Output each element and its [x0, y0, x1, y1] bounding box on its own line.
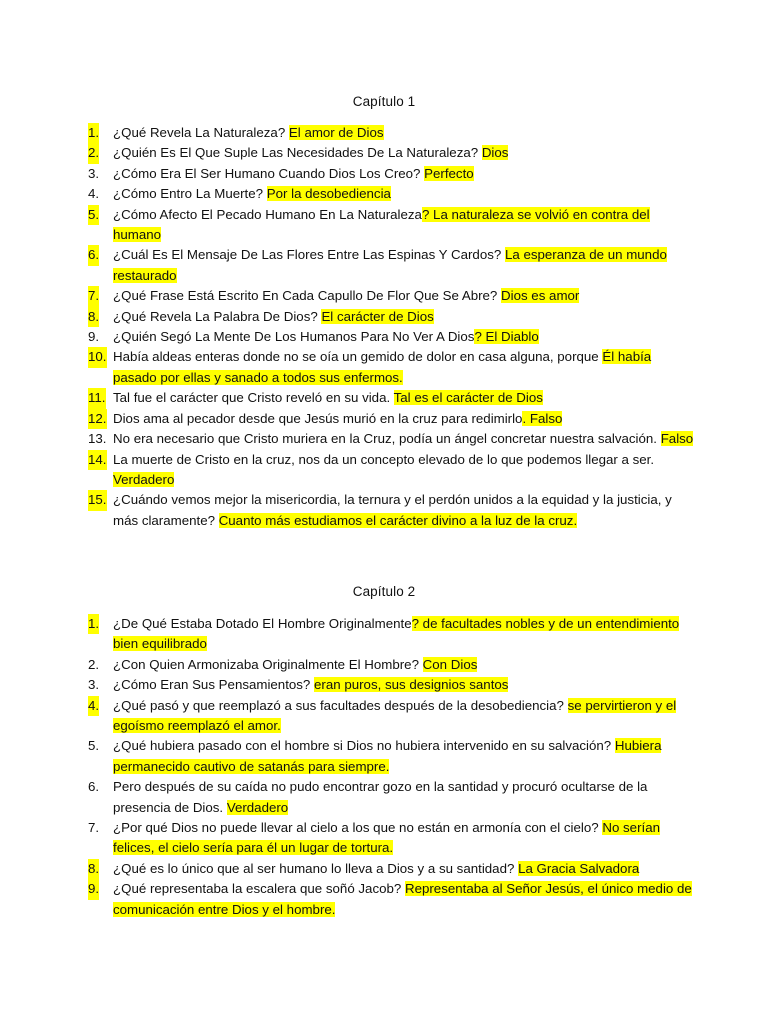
- item-number: 6.: [88, 779, 100, 795]
- answer-text: se pervirtieron y el egoísmo reemplazó el amor.: [113, 697, 677, 734]
- chapter-1-title: Capítulo 1: [352, 94, 416, 109]
- list-item: [86, 327, 698, 347]
- question-text: ¿Qué es lo único que al ser humano lo lleva a Dios y a su santidad?: [113, 860, 519, 876]
- list-item: [86, 184, 698, 204]
- item-number: 4.: [88, 696, 99, 716]
- chapter-1-question-list: [86, 123, 698, 531]
- item-number: 8.: [88, 859, 99, 879]
- question-text: Dios ama al pecador desde que Jesús murió en la cruz para redimirlo: [113, 410, 523, 426]
- item-number: 8.: [88, 307, 99, 327]
- answer-text: Tal es el carácter de Dios: [393, 390, 543, 406]
- question-text: ¿De Qué Estaba Dotado El Hombre Originalmente: [113, 616, 412, 631]
- item-number: 9.: [88, 879, 99, 899]
- item-number: 5.: [88, 205, 99, 225]
- answer-text: . Falso: [522, 410, 563, 426]
- question-text: Había aldeas enteras donde no se oía un gemido de dolor en casa alguna, porque: [113, 349, 603, 365]
- list-item: [86, 859, 698, 879]
- answer-text: Representaba al Señor Jesús, el único medio de comunicación entre Dios y el hombre.: [113, 881, 692, 917]
- item-number: 10.: [88, 347, 107, 367]
- answer-text: Perfecto: [424, 165, 474, 181]
- question-text: ¿Quién Es El Que Suple Las Necesidades De La Naturaleza?: [113, 145, 482, 161]
- chapter-2-title: Capítulo 2: [352, 584, 416, 599]
- answer-text: Dios es amor: [501, 288, 580, 304]
- question-text: ¿Con Quien Armonizaba Originalmente El Hombre?: [113, 656, 423, 672]
- list-item: [86, 205, 698, 246]
- item-number: 14.: [88, 450, 107, 470]
- answer-text: La Gracia Salvadora: [518, 860, 640, 876]
- question-text: ¿Qué representaba la escalera que soñó Jacob?: [113, 881, 405, 897]
- item-number: 11.: [88, 388, 106, 408]
- question-text: ¿Quién Segó La Mente De Los Humanos Para No Ver A Dios: [113, 329, 475, 345]
- question-text: ¿Cuándo vemos mejor la misericordia, la ternura y el perdón unidos a la equidad y la justicia, y más claramente?: [113, 492, 672, 528]
- question-text: ¿Por qué Dios no puede llevar al cielo a los que no están en armonía con el cielo?: [113, 820, 603, 836]
- list-item: [86, 736, 698, 777]
- answer-text: Verdadero: [226, 799, 289, 815]
- list-item: [86, 879, 698, 920]
- list-item: [86, 164, 698, 184]
- question-text: Tal fue el carácter que Cristo reveló en su vida.: [113, 390, 394, 406]
- answer-text: ? El Diablo: [474, 329, 539, 345]
- list-item: [86, 450, 698, 491]
- answer-text: Dios: [481, 145, 509, 161]
- question-text: No era necesario que Cristo muriera en la Cruz, podía un ángel concretar nuestra salvación.: [113, 431, 661, 447]
- item-number: 15.: [88, 490, 107, 510]
- question-text: ¿Qué hubiera pasado con el hombre si Dios no hubiera intervenido en su salvación?: [113, 738, 615, 754]
- list-item: [86, 429, 698, 449]
- question-text: ¿Qué Revela La Naturaleza?: [113, 125, 289, 140]
- answer-text: ? de facultades nobles y de un entendimiento bien equilibrado: [113, 616, 680, 652]
- answer-text: Con Dios: [422, 656, 478, 672]
- list-item: [86, 347, 698, 388]
- answer-text: Falso: [660, 431, 694, 447]
- question-text: ¿Cómo Entro La Muerte?: [113, 186, 267, 202]
- answer-text: eran puros, sus designios santos: [314, 677, 509, 693]
- list-item: [86, 143, 698, 163]
- answer-text: La esperanza de un mundo restaurado: [113, 247, 667, 283]
- list-item: [86, 388, 698, 408]
- item-number: 5.: [88, 738, 100, 754]
- answer-text: Verdadero: [113, 471, 175, 487]
- item-number: 3.: [88, 677, 100, 693]
- item-number: 9.: [88, 329, 100, 345]
- chapter-2-question-list: [86, 614, 698, 920]
- item-number: 3.: [88, 165, 100, 181]
- answer-text: Cuanto más estudiamos el carácter divino a la luz de la cruz.: [218, 512, 578, 528]
- item-number: 1.: [88, 123, 99, 143]
- answer-text: El amor de Dios: [288, 125, 384, 140]
- answer-text: Hubiera permanecido cautivo de satanás para siempre.: [113, 738, 662, 774]
- question-text: ¿Cómo Eran Sus Pensamientos?: [113, 677, 315, 693]
- item-number: 13.: [88, 431, 107, 447]
- question-text: ¿Cómo Era El Ser Humano Cuando Dios Los Creo?: [113, 165, 425, 181]
- answer-text: No serían felices, el cielo sería para él un lugar de tortura.: [113, 820, 660, 856]
- question-text: La muerte de Cristo en la cruz, nos da un concepto elevado de lo que podemos llegar a ser.: [113, 451, 655, 467]
- list-item: [86, 307, 698, 327]
- list-item: [86, 409, 698, 429]
- item-number: 1.: [88, 614, 99, 634]
- question-text: Pero después de su caída no pudo encontrar gozo en la santidad y procuró ocultarse de la presencia de Dios.: [113, 779, 648, 815]
- answer-text: Él había pasado por ellas y sanado a todos sus enfermos.: [113, 349, 652, 385]
- question-text: ¿Cuál Es El Mensaje De Las Flores Entre Las Espinas Y Cardos?: [113, 247, 505, 263]
- question-text: ¿Qué pasó y que reemplazó a sus facultades después de la desobediencia?: [113, 697, 568, 713]
- list-item: [86, 245, 698, 286]
- list-item: [86, 675, 698, 695]
- item-number: 4.: [88, 186, 100, 202]
- item-number: 7.: [88, 286, 99, 306]
- item-number: 2.: [88, 143, 99, 163]
- answer-text: El carácter de Dios: [321, 308, 434, 324]
- question-text: ¿Qué Revela La Palabra De Dios?: [113, 308, 322, 324]
- list-item: [86, 655, 698, 675]
- list-item: [86, 286, 698, 306]
- list-item: [86, 777, 698, 818]
- list-item: [86, 696, 698, 737]
- question-text: ¿Qué Frase Está Escrito En Cada Capullo De Flor Que Se Abre?: [113, 288, 502, 304]
- list-item: [86, 123, 698, 143]
- answer-text: ? La naturaleza se volvió en contra del humano: [113, 206, 650, 243]
- list-item: [86, 614, 698, 655]
- question-text: ¿Cómo Afecto El Pecado Humano En La Naturaleza: [113, 206, 422, 222]
- answer-text: Por la desobediencia: [266, 186, 391, 202]
- item-number: 12.: [88, 409, 107, 429]
- item-number: 2.: [88, 656, 100, 672]
- list-item: [86, 818, 698, 859]
- item-number: 7.: [88, 820, 100, 836]
- item-number: 6.: [88, 245, 99, 265]
- list-item: [86, 490, 698, 531]
